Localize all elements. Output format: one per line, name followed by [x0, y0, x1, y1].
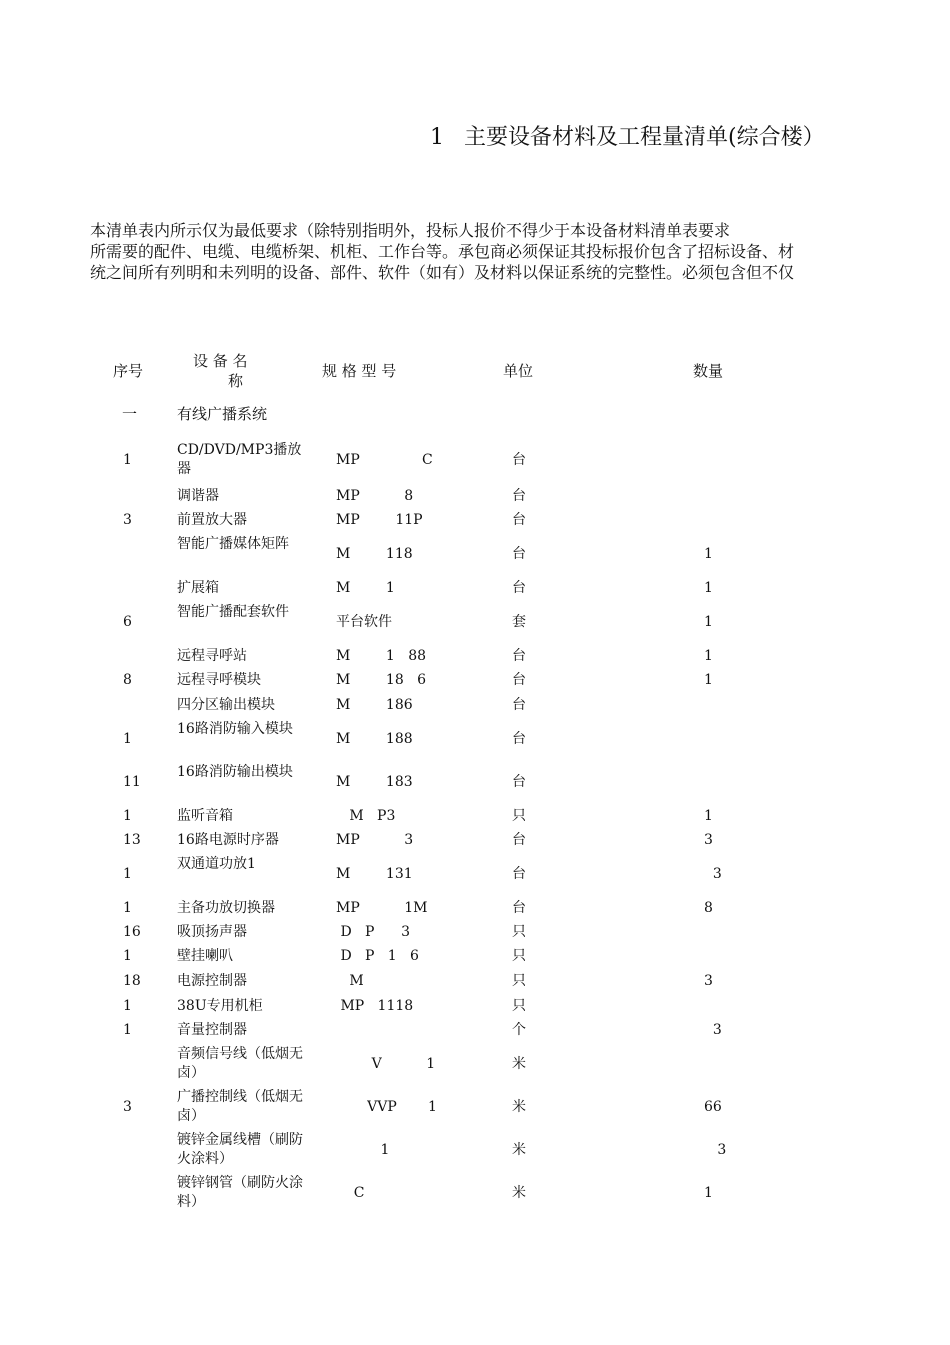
row-name: 主备功放切换器 [177, 900, 275, 916]
row-spec: M 18 6 [336, 672, 427, 688]
row-name: 16路电源时序器 [177, 832, 279, 848]
row-unit: 米 [512, 1142, 526, 1158]
row-spec: M 183 [336, 774, 413, 790]
row-unit: 台 [512, 697, 526, 713]
row-unit: 台 [512, 900, 526, 916]
row-spec: M 131 [336, 866, 413, 882]
intro-line: 所需要的配件、电缆、电缆桥架、机柜、工作台等。承包商必须保证其投标报价包含了招标设备、材 [90, 242, 795, 261]
row-qty: 3 [704, 1022, 722, 1038]
row-name: 16路消防输入模块 [177, 721, 293, 737]
row-index: 11 [123, 774, 141, 790]
row-index: 1 [123, 1022, 132, 1038]
row-name: 智能广播配套软件 [177, 604, 289, 620]
row-unit: 套 [512, 614, 526, 630]
intro-line: 统之间所有列明和未列明的设备、部件、软件（如有）及材料以保证系统的完整性。必须包含但不仅 [90, 263, 795, 282]
row-name: 智能广播媒体矩阵 [177, 536, 289, 552]
row-name: 吸顶扬声器 [177, 924, 247, 940]
row-index: 1 [123, 452, 132, 468]
row-unit: 台 [512, 774, 526, 790]
row-unit: 台 [512, 648, 526, 664]
row-qty: 3 [704, 832, 713, 848]
row-qty: 8 [704, 900, 713, 916]
row-qty: 1 [704, 1185, 713, 1201]
row-spec: M 1 88 [336, 648, 427, 664]
header-unit: 单位 [503, 362, 534, 380]
row-index: 3 [123, 512, 132, 528]
row-unit: 个 [512, 1022, 526, 1038]
title-number: 1 [430, 125, 444, 150]
row-qty: 1 [704, 808, 713, 824]
row-spec: M 188 [336, 731, 413, 747]
row-spec: C [336, 1185, 365, 1201]
row-unit: 只 [512, 998, 526, 1014]
row-unit: 台 [512, 731, 526, 747]
header-spec: 规 格 型 号 [322, 362, 397, 380]
row-unit: 台 [512, 580, 526, 596]
row-unit: 只 [512, 808, 526, 824]
row-spec: 1 [336, 1142, 390, 1158]
row-qty: 66 [704, 1099, 722, 1115]
row-index: 8 [123, 672, 132, 688]
row-spec: D P 1 6 [336, 948, 419, 964]
header-name-cont: 称 [228, 372, 244, 390]
row-index: 1 [123, 998, 132, 1014]
row-unit: 台 [512, 672, 526, 688]
row-unit: 台 [512, 512, 526, 528]
row-name: CD/DVD/MP3播放器 [177, 442, 302, 477]
row-name: 镀锌金属线槽（刷防火涂料） [177, 1132, 303, 1167]
row-unit: 只 [512, 948, 526, 964]
row-index: 1 [123, 731, 132, 747]
row-name: 扩展箱 [177, 580, 219, 596]
row-name: 38U专用机柜 [177, 998, 263, 1014]
row-index: 1 [123, 808, 132, 824]
row-spec: MP 11P [336, 512, 423, 528]
row-qty: 1 [704, 672, 713, 688]
row-index: 18 [123, 973, 141, 989]
row-name: 广播控制线（低烟无卤） [177, 1089, 303, 1124]
row-index: 16 [123, 924, 141, 940]
row-name: 前置放大器 [177, 512, 247, 528]
row-unit: 台 [512, 866, 526, 882]
row-spec: V 1 [336, 1056, 436, 1072]
intro-line: 本清单表内所示仅为最低要求（除特别指明外，投标人报价不得少于本设备材料清单表要求 [90, 221, 731, 240]
row-unit: 只 [512, 973, 526, 989]
row-qty: 3 [704, 973, 713, 989]
row-spec: D P 3 [336, 924, 411, 940]
row-name: 监听音箱 [177, 808, 233, 824]
row-qty: 1 [704, 546, 713, 562]
row-name: 调谐器 [177, 488, 219, 504]
row-spec: MP 3 [336, 832, 414, 848]
section-index: 一 [122, 405, 138, 423]
row-spec: MP 1118 [336, 998, 414, 1014]
row-index: 6 [123, 614, 132, 630]
row-index: 1 [123, 866, 132, 882]
row-index: 13 [123, 832, 141, 848]
row-name: 双通道功放1 [177, 856, 256, 872]
row-spec: M 118 [336, 546, 413, 562]
row-index: 1 [123, 900, 132, 916]
row-name: 镀锌钢管（刷防火涂料） [177, 1175, 303, 1210]
row-spec: VVP 1 [336, 1099, 437, 1115]
section-name: 有线广播系统 [177, 405, 268, 423]
row-name: 音频信号线（低烟无卤） [177, 1046, 303, 1081]
row-spec: M [336, 973, 364, 989]
row-name: 四分区输出模块 [177, 697, 275, 713]
row-name: 16路消防输出模块 [177, 764, 293, 780]
row-spec: M 1 [336, 580, 395, 596]
row-spec: 平台软件 [336, 614, 392, 630]
row-unit: 台 [512, 832, 526, 848]
row-spec: MP 8 [336, 488, 414, 504]
row-spec: M 186 [336, 697, 413, 713]
row-qty: 1 [704, 614, 713, 630]
row-qty: 1 [704, 580, 713, 596]
row-qty: 1 [704, 648, 713, 664]
row-index: 3 [123, 1099, 132, 1115]
row-unit: 米 [512, 1099, 526, 1115]
row-name: 远程寻呼模块 [177, 672, 261, 688]
header-index: 序号 [113, 362, 144, 380]
row-unit: 台 [512, 546, 526, 562]
row-spec: MP C [336, 452, 433, 468]
row-name: 音量控制器 [177, 1022, 247, 1038]
row-name: 电源控制器 [177, 973, 247, 989]
row-name: 壁挂喇叭 [177, 948, 233, 964]
row-name: 远程寻呼站 [177, 648, 247, 664]
row-spec: MP 1M [336, 900, 428, 916]
row-qty: 3 [704, 1142, 727, 1158]
row-spec: M P3 [336, 808, 396, 824]
row-unit: 只 [512, 924, 526, 940]
row-index: 1 [123, 948, 132, 964]
row-unit: 台 [512, 488, 526, 504]
title-text: 主要设备材料及工程量清单(综合楼） [464, 125, 825, 150]
row-unit: 米 [512, 1185, 526, 1201]
row-qty: 3 [704, 866, 722, 882]
header-name: 设 备 名 [193, 352, 248, 370]
row-unit: 台 [512, 452, 526, 468]
row-unit: 米 [512, 1056, 526, 1072]
header-qty: 数量 [693, 362, 724, 380]
